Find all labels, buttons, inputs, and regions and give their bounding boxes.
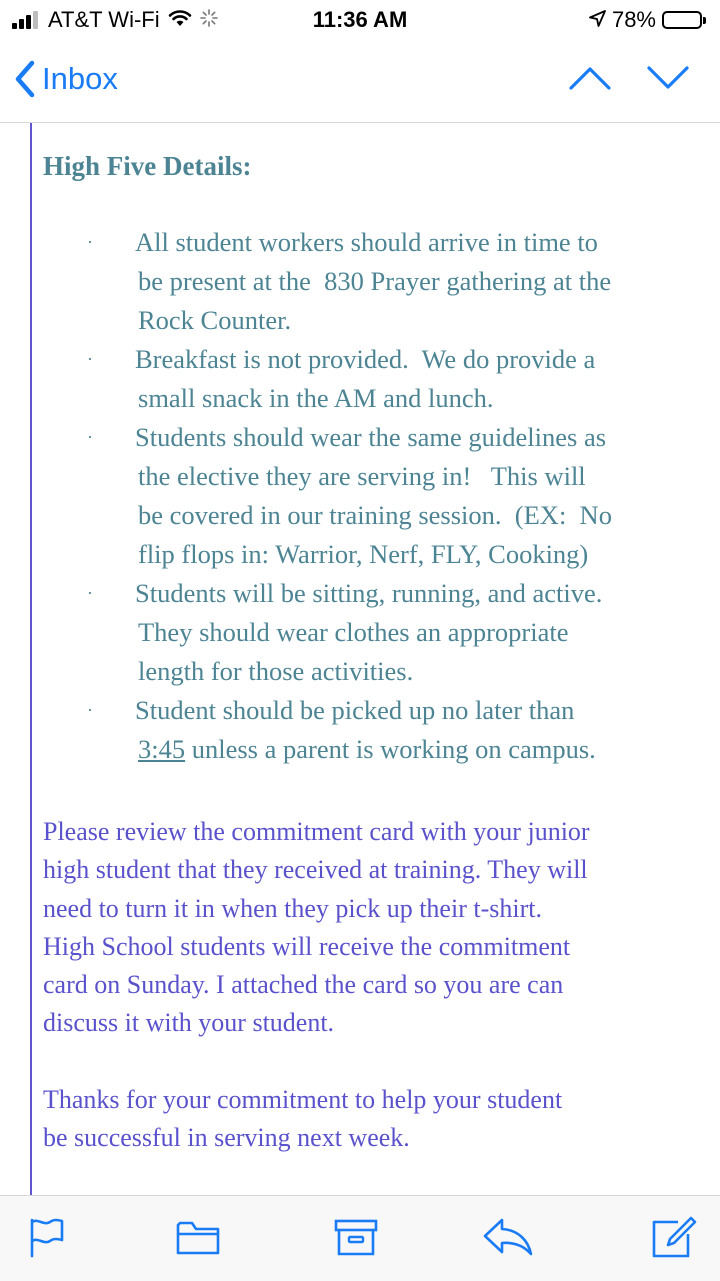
flag-icon[interactable]: [26, 1216, 66, 1258]
bullet-dot: ·: [87, 700, 93, 720]
carrier-name: AT&T Wi-Fi: [48, 7, 160, 32]
bullet-list: [43, 223, 713, 769]
status-right: [589, 7, 706, 33]
list-item: · All student workers should arrive in time to be present at the 830 Prayer gathering at the Rock Counter.: [43, 223, 695, 340]
chevron-up-icon[interactable]: [568, 64, 612, 92]
email-body[interactable]: [0, 123, 720, 1195]
battery-icon: [662, 11, 706, 29]
status-bar: [0, 0, 720, 40]
archive-icon[interactable]: [334, 1216, 378, 1258]
chevron-down-icon[interactable]: [646, 64, 690, 92]
list-item: · Students should wear the same guidelines as the elective they are serving in! This will be covered in our training session. (EX: No flip flops in: Warrior, Nerf, FLY, Cooking): [43, 418, 695, 574]
chevron-left-icon: [14, 60, 36, 98]
reply-icon[interactable]: [482, 1216, 534, 1258]
commitment-paragraph: Please review the commitment card with your junior high student that they received at training. They will need to turn it in when they pick up their t-shirt. High School students will receive the commitment card on Sunday. I attached the card so you are can discuss it with your student.: [43, 817, 590, 1038]
thanks-paragraph: Thanks for your commitment to help your student be successful in serving next week.: [43, 1085, 563, 1153]
bottom-toolbar: [0, 1195, 720, 1281]
folder-icon[interactable]: [176, 1216, 220, 1258]
details-heading: High Five Details:: [43, 151, 252, 181]
bullet-dot: ·: [87, 349, 93, 369]
list-item: · Students will be sitting, running, and active. They should wear clothes an appropriate length for those activities.: [43, 574, 695, 691]
quote-bar: [30, 123, 32, 1195]
list-item: · Breakfast is not provided. We do provide a small snack in the AM and lunch.: [43, 340, 695, 418]
status-time: 11:36 AM: [312, 7, 408, 32]
compose-icon[interactable]: [650, 1216, 698, 1260]
nav-bar: [0, 40, 720, 123]
back-to-inbox-button[interactable]: [14, 60, 118, 98]
list-item: · Student should be picked up no later than 3:45 unless a parent is working on campus.: [43, 691, 695, 769]
bullet-dot: ·: [87, 232, 93, 252]
battery-percent: 78%: [611, 7, 656, 32]
bullet-dot: ·: [87, 427, 93, 447]
back-label: Inbox: [42, 61, 118, 96]
location-arrow-icon: [589, 7, 606, 33]
bullet-dot: ·: [87, 583, 93, 603]
time-link[interactable]: 3:45: [138, 734, 186, 764]
